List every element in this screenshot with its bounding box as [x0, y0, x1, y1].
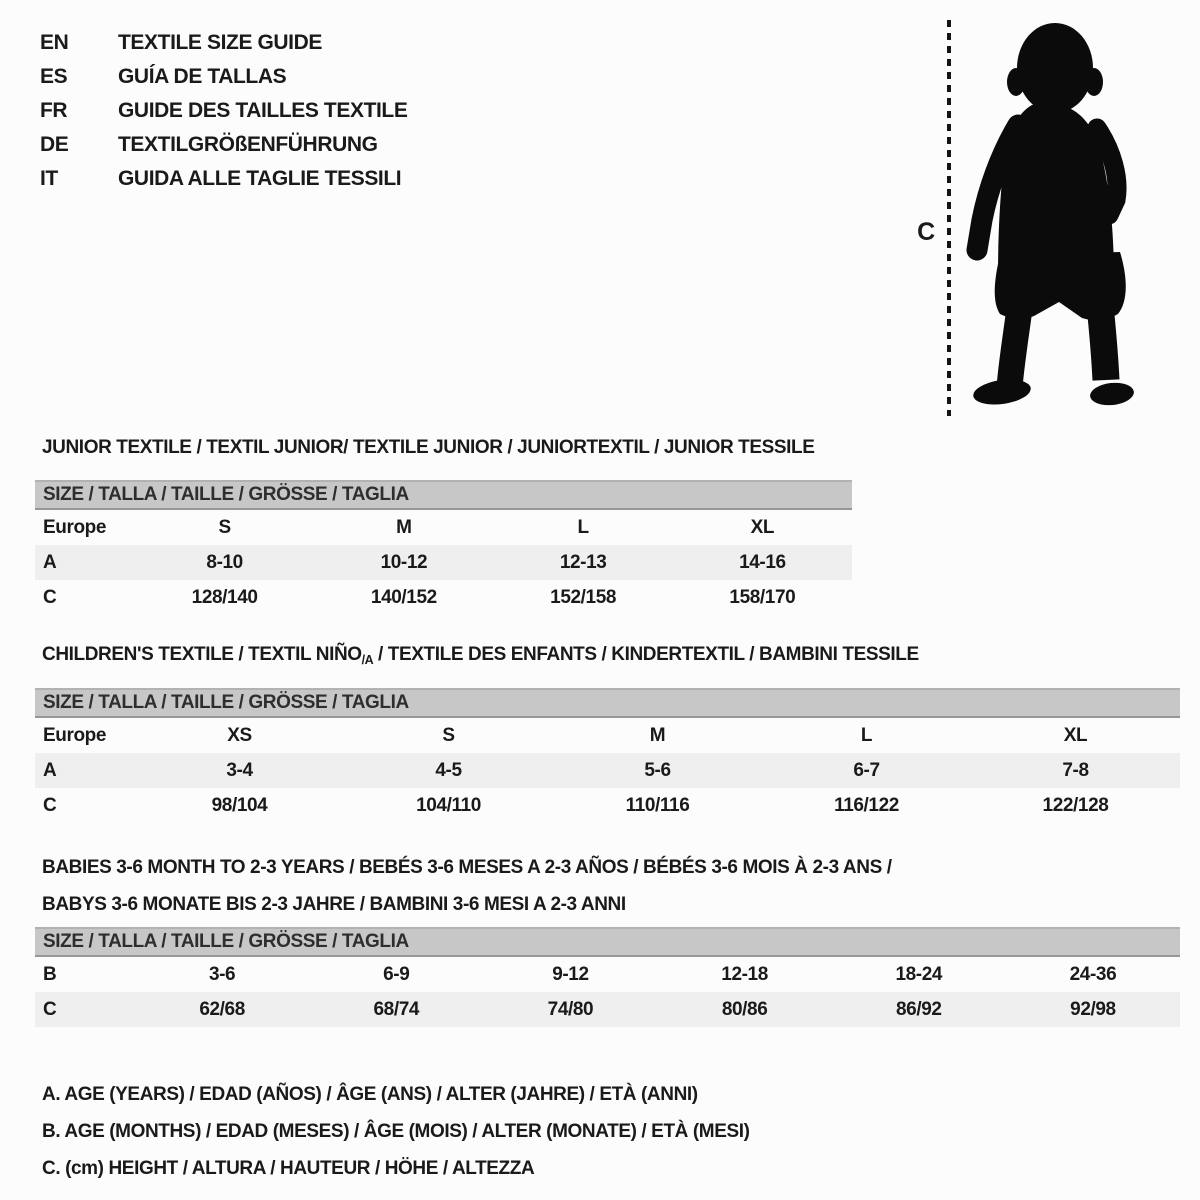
height-cell: 74/80: [547, 998, 594, 1020]
children-size-table: [35, 688, 1180, 823]
height-measure-label: C: [917, 218, 935, 246]
lang-title: GUIDE DES TAILLES TEXTILE: [118, 99, 408, 122]
months-cell: 6-9: [383, 963, 410, 985]
row-label: A: [43, 551, 57, 573]
height-cell: 122/128: [1042, 794, 1109, 816]
height-cell: 116/122: [834, 794, 899, 816]
lang-code: EN: [40, 31, 69, 54]
row-label: B: [43, 963, 57, 985]
lang-code: FR: [40, 99, 68, 122]
months-cell: 9-12: [552, 963, 589, 985]
lang-title: GUÍA DE TALLAS: [118, 65, 287, 88]
babies-title-line1: BABIES 3-6 MONTH TO 2-3 YEARS / BEBÉS 3-6 MESES A 2-3 AÑOS / BÉBÉS 3-6 MOIS À 2-3 ANS /: [42, 857, 892, 878]
lang-title: TEXTILE SIZE GUIDE: [118, 31, 322, 54]
height-cell: 152/158: [550, 586, 617, 608]
legend-line-height: C. (cm) HEIGHT / ALTURA / HAUTEUR / HÖHE / ALTEZZA: [42, 1158, 535, 1179]
height-cell: 92/98: [1070, 998, 1116, 1020]
size-cell: L: [577, 516, 589, 538]
size-header-bar: SIZE / TALLA / TAILLE / GRÖSSE / TAGLIA: [35, 480, 852, 510]
row-label: Europe: [43, 724, 107, 746]
months-cell: 18-24: [895, 963, 943, 985]
months-cell: 24-36: [1069, 963, 1117, 985]
age-cell: 12-13: [559, 551, 607, 573]
height-cell: 140/152: [370, 586, 437, 608]
lang-code: ES: [40, 65, 68, 88]
row-label: C: [43, 998, 57, 1020]
legend-line-age-months: B. AGE (MONTHS) / EDAD (MESES) / ÂGE (MOIS) / ALTER (MONATE) / ETÀ (MESI): [42, 1121, 750, 1142]
age-cell: 10-12: [380, 551, 428, 573]
babies-size-table: [35, 927, 1180, 1027]
lang-row-es: [40, 60, 407, 94]
table-row-age: [35, 753, 1180, 788]
months-cell: 12-18: [721, 963, 768, 985]
children-section-title: [42, 644, 919, 667]
height-cell: 86/92: [896, 998, 942, 1020]
size-header-bar: SIZE / TALLA / TAILLE / GRÖSSE / TAGLIA: [35, 927, 1180, 957]
language-header: [40, 26, 407, 196]
row-label: C: [43, 794, 57, 816]
babies-section-title: [42, 849, 892, 923]
lang-title: TEXTILGRÖßENFÜHRUNG: [118, 133, 378, 156]
lang-code: IT: [40, 167, 58, 190]
height-measure-dashed-line: [947, 20, 951, 416]
age-cell: 8-10: [206, 551, 243, 573]
lang-title: GUIDA ALLE TAGLIE TESSILI: [118, 167, 402, 190]
toddler-silhouette-icon: [962, 20, 1142, 420]
size-cell: XL: [1063, 724, 1088, 746]
row-label: Europe: [43, 516, 107, 538]
lang-row-en: [40, 26, 407, 60]
legend: [42, 1076, 750, 1187]
age-cell: 4-5: [435, 759, 462, 781]
babies-title-line2: BABYS 3-6 MONATE BIS 2-3 JAHRE / BAMBINI 3-6 MESI A 2-3 ANNI: [42, 894, 626, 915]
size-cell: S: [442, 724, 455, 746]
table-row-europe: [35, 510, 852, 545]
lang-row-de: [40, 128, 407, 162]
size-cell: M: [649, 724, 666, 746]
table-row-age: [35, 545, 852, 580]
age-cell: 7-8: [1062, 759, 1089, 781]
height-cell: 98/104: [211, 794, 268, 816]
size-cell: L: [860, 724, 873, 746]
age-cell: 5-6: [644, 759, 671, 781]
size-header-bar: SIZE / TALLA / TAILLE / GRÖSSE / TAGLIA: [35, 688, 1180, 718]
age-cell: 14-16: [739, 551, 786, 573]
lang-row-fr: [40, 94, 407, 128]
size-cell: XS: [227, 724, 252, 746]
junior-section-title: JUNIOR TEXTILE / TEXTIL JUNIOR/ TEXTILE JUNIOR / JUNIORTEXTIL / JUNIOR TESSILE: [42, 437, 815, 458]
lang-row-it: [40, 162, 407, 196]
height-cell: 128/140: [191, 586, 258, 608]
lang-code: DE: [40, 133, 69, 156]
row-label: C: [43, 586, 57, 608]
height-cell: 68/74: [373, 998, 420, 1020]
height-cell: 104/110: [416, 794, 481, 816]
table-row-height: [35, 992, 1180, 1027]
height-cell: 110/116: [625, 794, 690, 816]
children-title-subscript: /A: [361, 653, 374, 667]
age-cell: 6-7: [853, 759, 880, 781]
months-cell: 3-6: [208, 963, 236, 985]
size-cell: S: [218, 516, 231, 538]
children-title-prefix: CHILDREN'S TEXTILE / TEXTIL NIÑO: [42, 644, 362, 665]
size-cell: M: [396, 516, 412, 538]
height-cell: 158/170: [729, 586, 796, 608]
height-cell: 62/68: [199, 998, 245, 1020]
junior-size-table: [35, 480, 852, 615]
age-cell: 3-4: [226, 759, 253, 781]
table-row-months: [35, 957, 1180, 992]
table-row-height: [35, 580, 852, 615]
size-cell: XL: [750, 516, 775, 538]
table-row-europe: [35, 718, 1180, 753]
row-label: A: [43, 759, 57, 781]
height-cell: 80/86: [721, 998, 768, 1020]
table-row-height: [35, 788, 1180, 823]
legend-line-age-years: A. AGE (YEARS) / EDAD (AÑOS) / ÂGE (ANS) / ALTER (JAHRE) / ETÀ (ANNI): [42, 1084, 698, 1105]
children-title-suffix: / TEXTILE DES ENFANTS / KINDERTEXTIL / BAMBINI TESSILE: [373, 644, 919, 665]
